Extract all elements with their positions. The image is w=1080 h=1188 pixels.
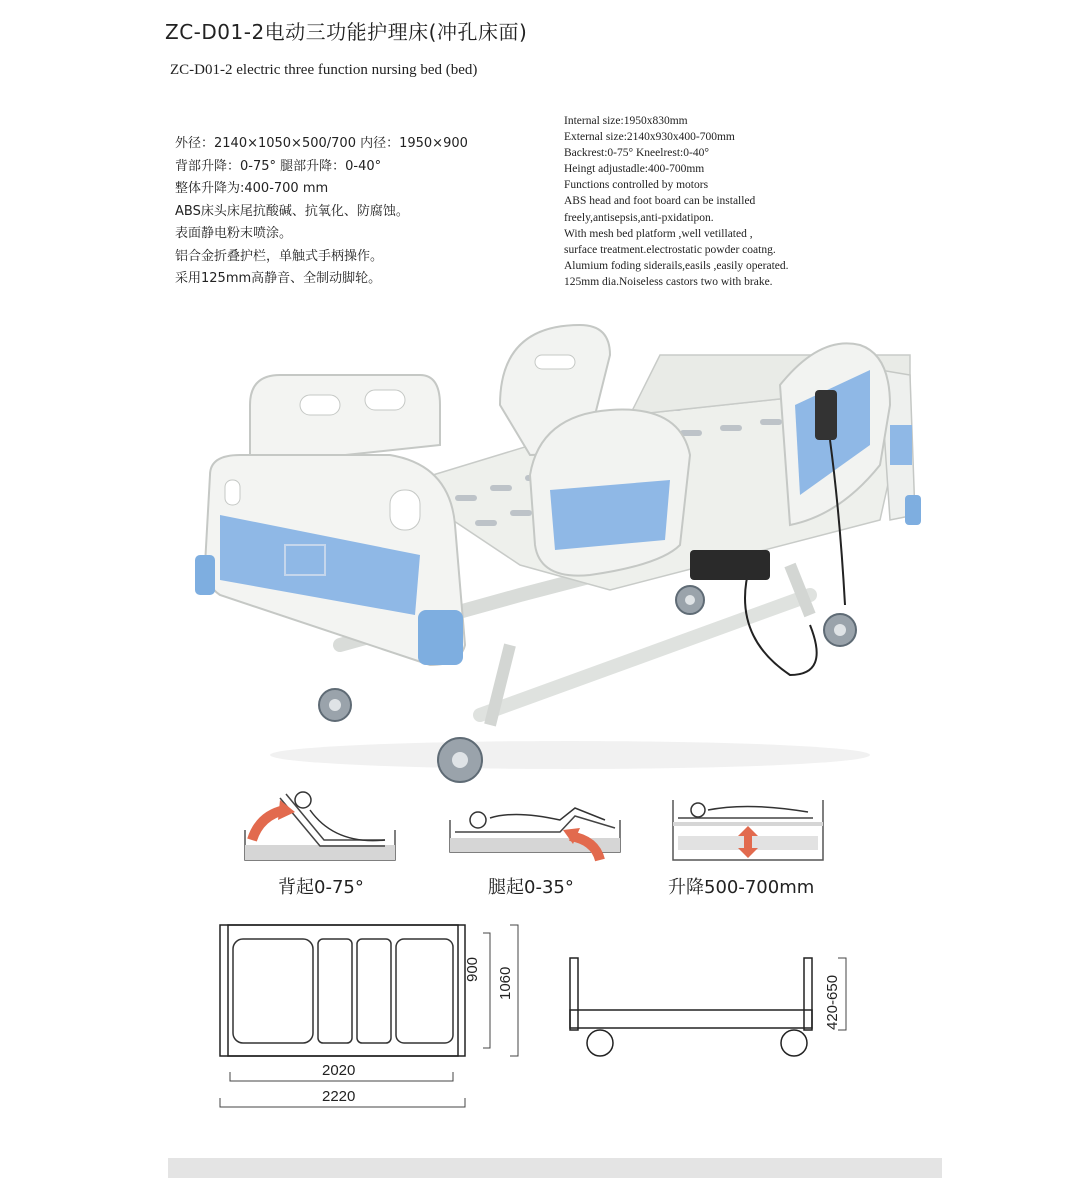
dim-outer-width: 2220	[322, 1088, 356, 1105]
spec-cn-item: 铝合金折叠护栏，单触式手柄操作。	[175, 248, 384, 264]
spec-en-item: Internal size:1950x830mm	[564, 115, 688, 127]
top-view-drawing	[210, 915, 530, 1115]
dim-inner-width: 2020	[322, 1062, 356, 1079]
dim-side-height: 420-650	[824, 974, 841, 1030]
spec-en-item: Functions controlled by motors	[564, 179, 709, 192]
spec-cn-item: 外径：2140×1050×500/700 内径：1950×900	[175, 136, 468, 151]
height-adjust-icon	[668, 800, 828, 862]
spec-en-item: Heingt adjustadle:400-700mm	[564, 163, 705, 176]
dim-inner-height: 900	[464, 956, 481, 982]
function-caption: 升降500-700mm	[668, 877, 815, 898]
spec-en-item: freely,antisepsis,anti-pxidatipon.	[564, 211, 714, 224]
spec-en-item: surface treatment.electrostatic powder coatng.	[564, 243, 776, 256]
spec-en-item: Backrest:0-75° Kneelrest:0-40°	[564, 147, 709, 160]
side-view-drawing	[560, 950, 850, 1065]
function-caption: 背起0-75°	[278, 877, 364, 898]
spec-cn-item: 表面静电粉末喷涂。	[175, 226, 293, 241]
dim-outer-height: 1060	[497, 966, 514, 1000]
spec-cn-item: ABS床头床尾抗酸碱、抗氧化、防腐蚀。	[175, 203, 409, 219]
spec-en-item: With mesh bed platform ,well vetillated ,	[564, 227, 753, 240]
page-title-cn: ZC-D01-2电动三功能护理床(冲孔床面)	[165, 20, 528, 44]
spec-cn-item: 背部升降：0-75° 腿部升降：0-40°	[175, 158, 382, 174]
leg-raise-icon	[445, 800, 625, 862]
spec-en-item: External size:2140x930x400-700mm	[564, 131, 735, 144]
specs-en-list	[564, 113, 789, 290]
page-title-en: ZC-D01-2 electric three function nursing bed (bed)	[170, 62, 478, 78]
spec-cn-item: 整体升降为:400-700 mm	[175, 181, 329, 196]
nursing-bed-illustration	[190, 315, 930, 790]
spec-en-item: 125mm dia.Noiseless castors two with brake.	[564, 275, 773, 288]
function-caption: 腿起0-35°	[488, 877, 574, 898]
spec-en-item: Alumium foding siderails,easils ,easily operated.	[564, 259, 789, 272]
footer-bar	[168, 1158, 942, 1178]
spec-en-item: ABS head and foot board can be installed	[564, 195, 756, 208]
spec-cn-item: 采用125mm高静音、全制动脚轮。	[175, 271, 382, 286]
backrest-raise-icon	[240, 790, 400, 862]
specs-cn-list	[175, 133, 468, 291]
